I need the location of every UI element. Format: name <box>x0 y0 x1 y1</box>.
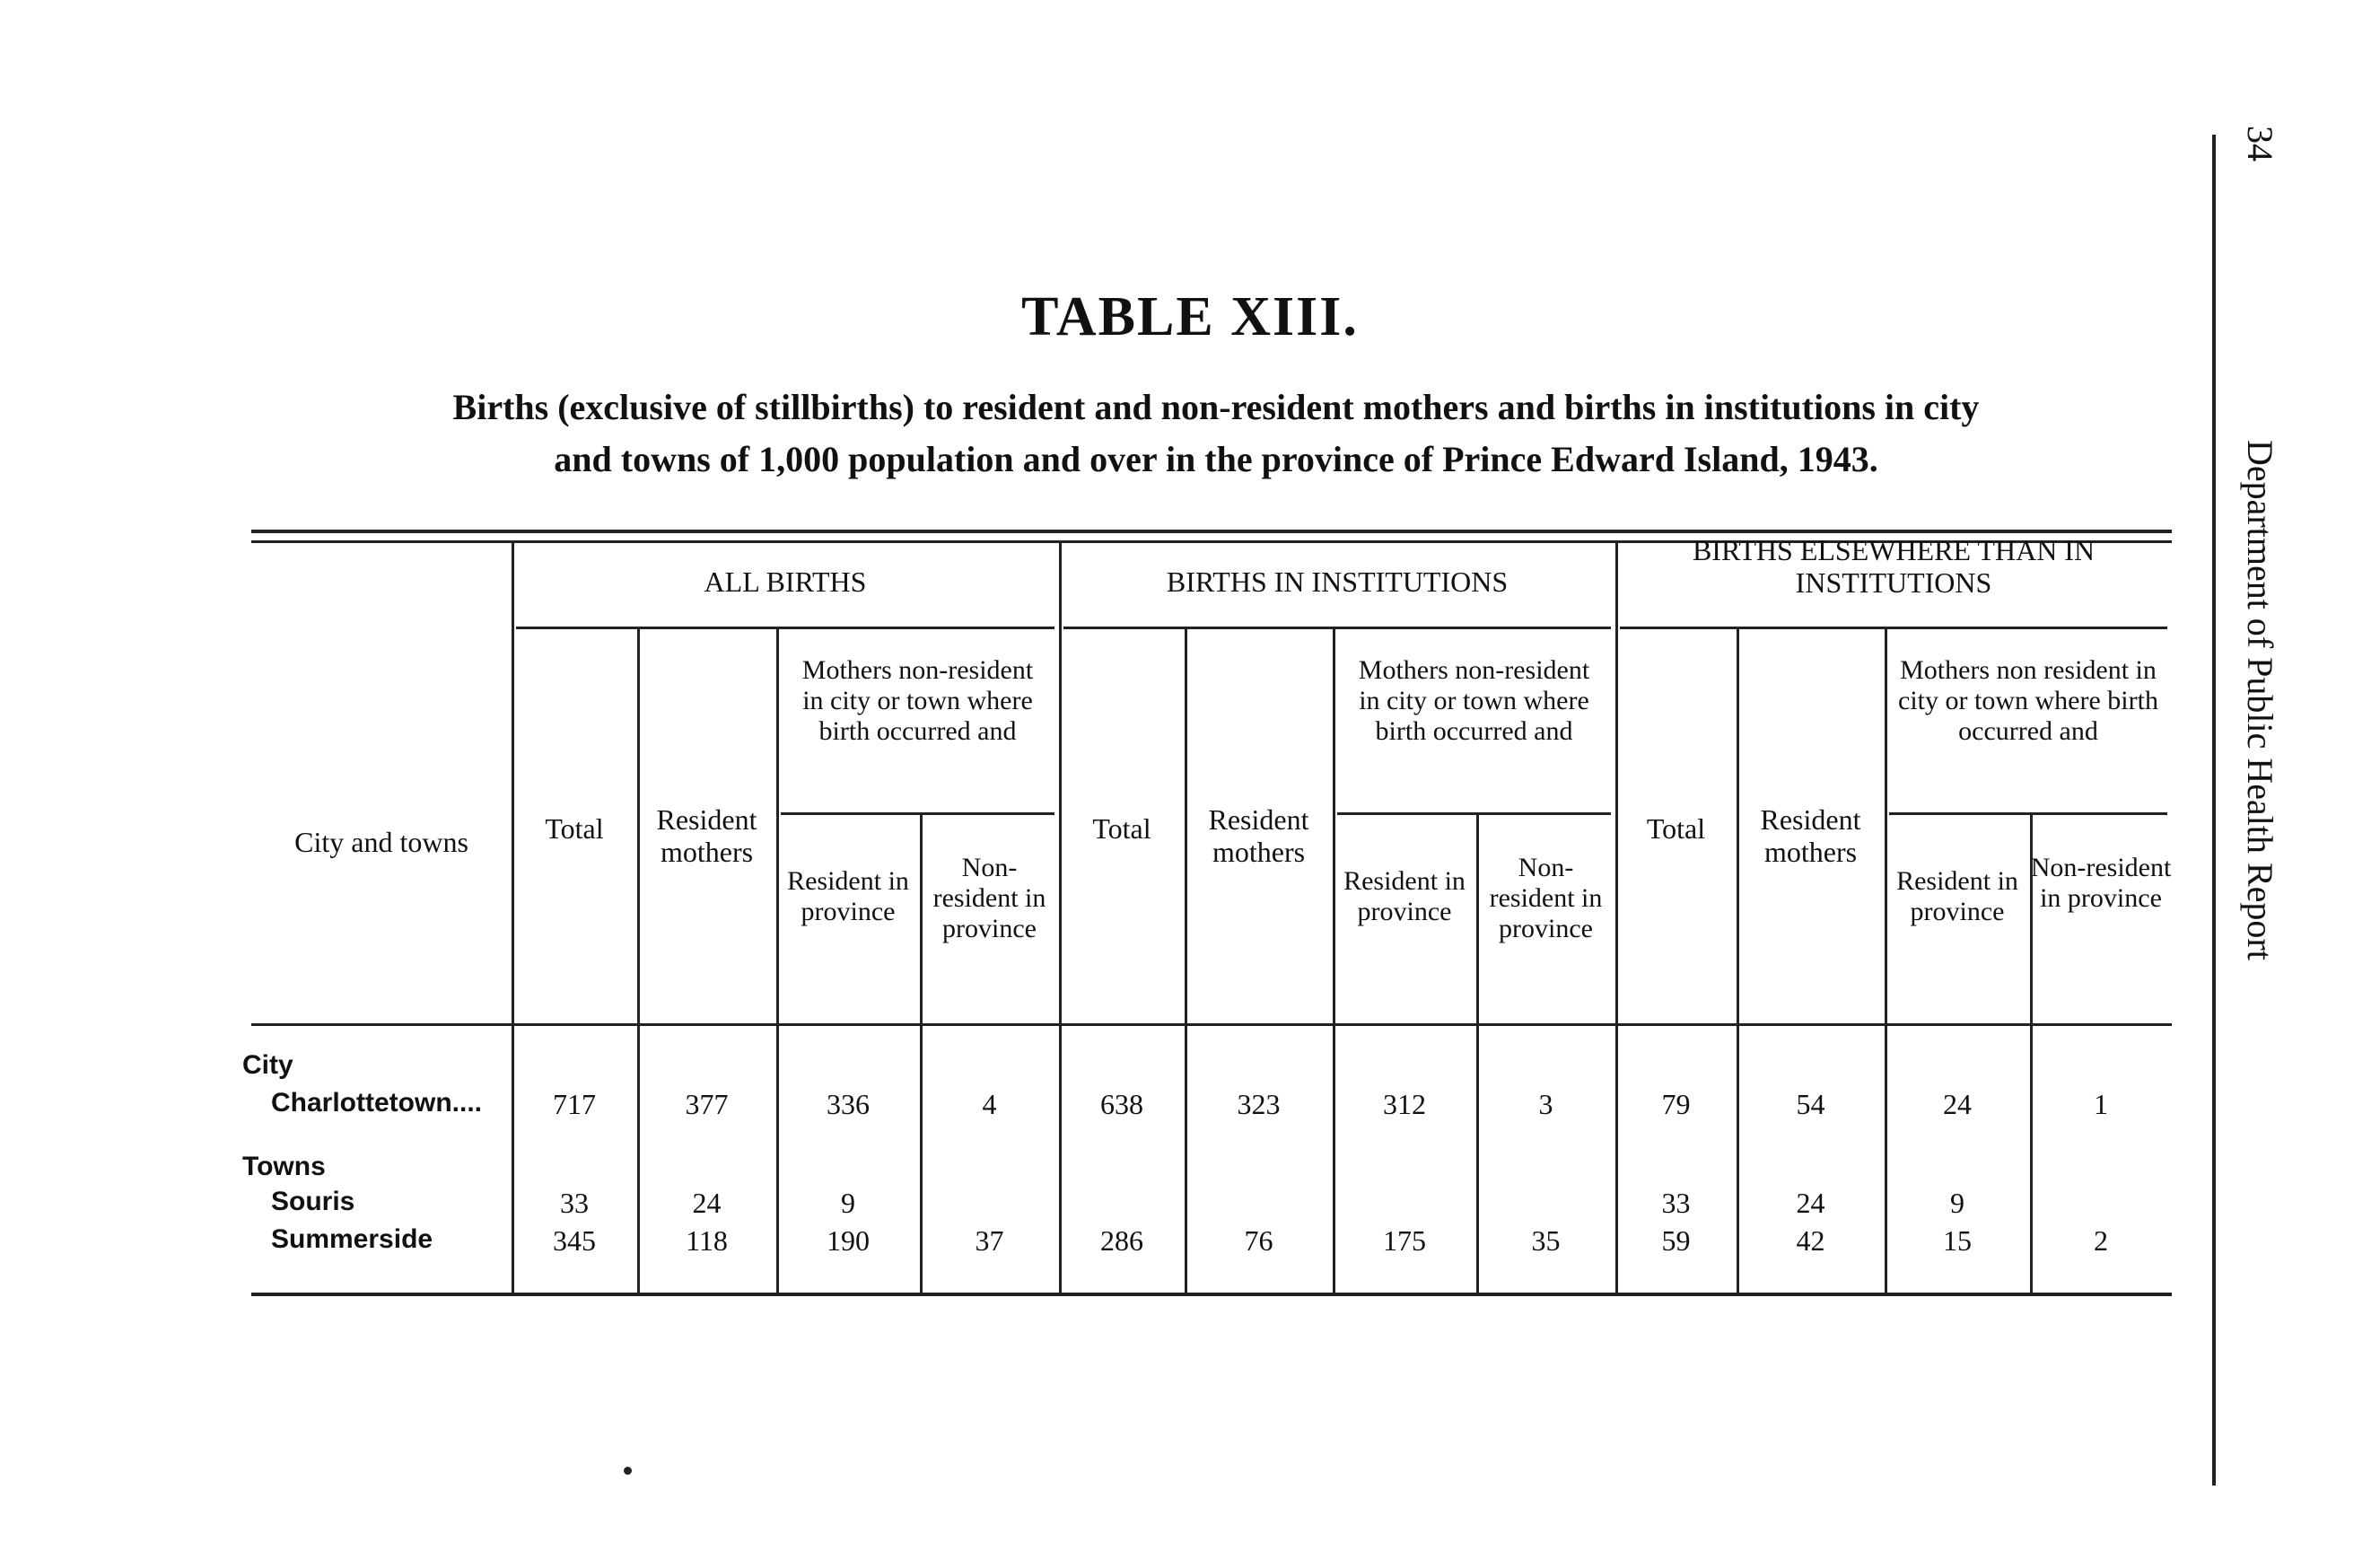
table-cell: 24 <box>1943 1088 1972 1120</box>
row-label: Summerside <box>271 1224 433 1254</box>
births-in-institutions-resident-mothers-header: Resident mothers <box>1208 803 1309 868</box>
table-caption <box>260 381 2172 486</box>
births-in-institutions-mid-underline <box>1337 812 1611 815</box>
all-births-mid-underline <box>781 812 1054 815</box>
all-births-non-resident-in-province-header: Non-resident in province <box>932 853 1046 943</box>
births-in-institutions-group-underline <box>1063 627 1611 629</box>
table-cell: 3 <box>1538 1088 1553 1120</box>
all-births-resident-in-province-header: Resident in province <box>787 866 909 926</box>
births-in-institutions-group-label: BIRTHS IN INSTITUTIONS <box>1166 565 1509 598</box>
table-cell: 24 <box>692 1187 722 1219</box>
table-top-rule-1 <box>251 530 2172 533</box>
table-cell: 312 <box>1383 1088 1426 1120</box>
table-cell: 175 <box>1383 1224 1426 1257</box>
caption-line-1: Births (exclusive of stillbirths) to resident and non-resident mothers and births in institutions in city <box>452 387 1980 427</box>
table-bottom-rule <box>251 1293 2172 1296</box>
table-cell: 35 <box>1531 1224 1561 1257</box>
births-in-institutions-non-resident-header: Mothers non-resident in city or town where birth occurred and <box>1358 655 1590 746</box>
table-cell: 24 <box>1796 1187 1825 1219</box>
table-cell: 4 <box>982 1088 997 1120</box>
table-cell: 33 <box>1661 1187 1691 1219</box>
births-in-institutions-total-header: Total <box>1092 812 1151 845</box>
table-cell: 15 <box>1943 1224 1972 1257</box>
births-elsewhere-non-resident-in-province-header: Non-resident in province <box>2030 853 2172 913</box>
section-heading: City <box>242 1050 293 1080</box>
running-head <box>2209 126 2281 1158</box>
running-head-text: Department of Public Health Report <box>2240 440 2280 960</box>
table-cell: 33 <box>560 1187 589 1219</box>
table-title: TABLE XIII. <box>1021 286 1359 347</box>
ink-speck <box>624 1467 632 1475</box>
births-in-institutions-divider-1 <box>1185 627 1187 1293</box>
table-cell: 42 <box>1796 1224 1825 1257</box>
stub-divider <box>512 543 514 1293</box>
births-elsewhere-non-resident-header: Mothers non resident in city or town where birth occurred and <box>1898 655 2158 746</box>
table-cell: 345 <box>553 1224 596 1257</box>
all-births-group-label: ALL BIRTHS <box>704 565 867 598</box>
table-cell: 9 <box>841 1187 855 1219</box>
table-cell: 54 <box>1796 1088 1825 1120</box>
table-cell: 286 <box>1100 1224 1143 1257</box>
table-cell: 190 <box>827 1224 870 1257</box>
all-births-total-header: Total <box>545 812 604 845</box>
births-elsewhere-resident-mothers-header: Resident mothers <box>1760 803 1861 868</box>
table-cell: 323 <box>1237 1088 1281 1120</box>
all-births-group-underline <box>516 627 1054 629</box>
table-cell: 638 <box>1100 1088 1143 1120</box>
caption-line-2: and towns of 1,000 population and over in the province of Prince Edward Island, 1943. <box>554 439 1878 479</box>
row-label: Souris <box>271 1187 355 1216</box>
births-elsewhere-group-label: BIRTHS ELSEWHERE THAN IN INSTITUTIONS <box>1692 534 2096 599</box>
table-cell: 76 <box>1244 1224 1273 1257</box>
births-in-institutions-divider-2 <box>1333 627 1335 1293</box>
table-cell: 336 <box>827 1088 870 1120</box>
table-cell: 79 <box>1661 1088 1691 1120</box>
header-bottom-rule <box>251 1023 2172 1026</box>
row-label: Charlottetown.... <box>271 1088 482 1118</box>
table-cell: 2 <box>2094 1224 2108 1257</box>
table-cell: 717 <box>553 1088 596 1120</box>
table-cell: 59 <box>1661 1224 1691 1257</box>
births-in-institutions-right-divider <box>1615 543 1618 1293</box>
table-cell: 1 <box>2094 1088 2108 1120</box>
births-elsewhere-mid-underline <box>1889 812 2167 815</box>
births-in-institutions-resident-in-province-header: Resident in province <box>1343 866 1466 926</box>
births-elsewhere-resident-in-province-header: Resident in province <box>1896 866 2018 926</box>
table-cell: 377 <box>685 1088 729 1120</box>
table-cell: 37 <box>975 1224 1004 1257</box>
stub-header: City and towns <box>294 826 468 858</box>
table-cell: 9 <box>1950 1187 1964 1219</box>
section-heading: Towns <box>242 1152 326 1181</box>
births-elsewhere-total-header: Total <box>1646 812 1706 845</box>
births-in-institutions-non-resident-in-province-header: Non-resident in province <box>1489 853 1603 943</box>
births-elsewhere-group-underline <box>1620 627 2167 629</box>
all-births-non-resident-header: Mothers non-resident in city or town where birth occurred and <box>801 655 1034 746</box>
all-births-right-divider <box>1059 543 1062 1293</box>
table-cell: 118 <box>686 1224 728 1257</box>
all-births-resident-mothers-header: Resident mothers <box>656 803 757 868</box>
page-number: 34 <box>2240 126 2280 162</box>
